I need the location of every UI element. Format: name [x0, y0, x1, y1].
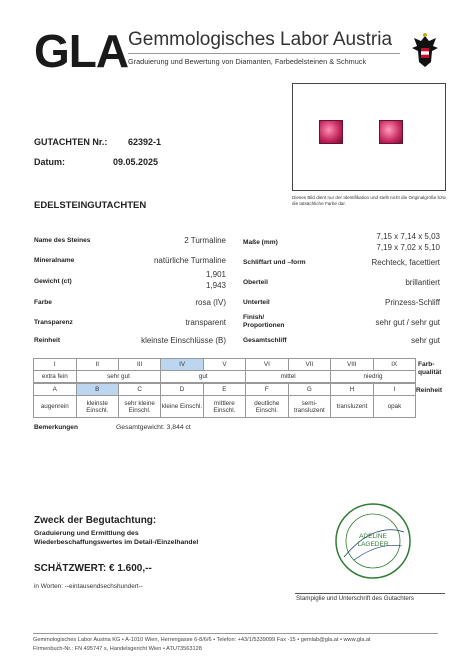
clarity-grade: G	[288, 384, 331, 396]
clarity-grade: A	[34, 384, 77, 396]
row-label-weight: Gewicht (ct)	[34, 278, 72, 285]
color-word: sehr gut	[76, 371, 161, 383]
clarity-word: kleinste Einschl.	[76, 396, 118, 418]
purpose-line-1: Graduierung und Ermittlung des	[34, 530, 139, 537]
footer-line-1: Gemmologisches Labor Austria KG • A-1010 Wien, Herrengasse 6-8/6/6 • Telefon: +43/1/5339099 Fax -15 • gemlab@gla.at • www.gla.at	[33, 637, 371, 643]
clarity-grade: I	[373, 384, 415, 396]
clarity-word-row	[34, 396, 416, 418]
report-title: EDELSTEINGUTACHTEN	[34, 200, 147, 211]
clarity-word: transluzent	[331, 396, 374, 418]
clarity-word: kleine Einschl.	[161, 396, 203, 418]
row-label-dimensions: Maße (mm)	[243, 239, 278, 246]
row-value-cut: Rechteck, facettiert	[371, 258, 440, 267]
official-stamp	[334, 502, 412, 580]
header-rule	[128, 53, 400, 54]
stamp-name-1: ADELINE	[359, 533, 387, 540]
color-quality-scale	[33, 358, 416, 383]
gem-image	[319, 120, 343, 144]
row-value-name: 2 Turmaline	[184, 236, 226, 245]
signature-caption: Stampiglie und Unterschrift des Gutachters	[296, 595, 414, 602]
org-subtitle: Graduierung und Bewertung von Diamanten, Farbedelsteinen & Schmuck	[128, 57, 367, 66]
row-label-proportions: Proportionen	[243, 322, 285, 329]
report-date-label: Datum:	[34, 157, 65, 167]
row-label-clarity: Reinheit	[34, 337, 61, 344]
clarity-word: deutliche Einschl.	[246, 396, 288, 418]
color-grade-selected: IV	[161, 359, 203, 371]
clarity-scale	[33, 383, 416, 418]
color-word: mittel	[246, 371, 331, 383]
row-label-transparency: Transparenz	[34, 319, 73, 326]
row-label-color: Farbe	[34, 299, 52, 306]
color-scale-label: Farb-	[418, 361, 435, 368]
row-label-overall-cut: Gesamtschliff	[243, 337, 287, 344]
gem-photo	[292, 83, 446, 191]
stamp-name-2: LAGEDER	[357, 541, 389, 548]
row-value-weight-1: 1,901	[205, 270, 226, 279]
row-label-cut: Schliffart und –form	[243, 259, 306, 266]
clarity-grade-row	[34, 384, 416, 396]
row-value-color: rosa (IV)	[195, 298, 226, 307]
row-value-dimensions-1: 7,15 x 7,14 x 5,03	[376, 232, 440, 241]
row-value-crown: brillantiert	[405, 278, 440, 287]
signature-line	[295, 593, 445, 594]
color-grade-row	[34, 359, 416, 371]
report-date-value: 09.05.2025	[113, 157, 159, 167]
gem-image	[379, 120, 403, 144]
footer-line-2: Firmenbuch-Nr.: FN 495747 s, Handelsgericht Wien • ATU73563128	[33, 646, 202, 652]
color-grade: VI	[246, 359, 288, 371]
row-label-pavilion: Unterteil	[243, 299, 270, 306]
color-word: extra fein	[34, 371, 77, 383]
clarity-word: sehr kleine Einschl.	[118, 396, 160, 418]
row-value-transparency: transparent	[185, 318, 226, 327]
austrian-eagle-icon	[409, 32, 441, 70]
row-label-name: Name des Steines	[34, 237, 91, 244]
color-scale-label-2: qualität	[418, 369, 442, 376]
row-value-pavilion: Prinzess-Schliff	[385, 298, 440, 307]
remarks-label: Bemerkungen	[34, 424, 78, 431]
clarity-word: opak	[373, 396, 415, 418]
row-value-finish: sehr gut / sehr gut	[375, 318, 440, 327]
clarity-grade: E	[203, 384, 245, 396]
color-grade: II	[76, 359, 118, 371]
color-word: niedrig	[331, 371, 416, 383]
color-grade: V	[203, 359, 245, 371]
valuation-label: SCHÄTZWERT: € 1.600,--	[34, 563, 152, 574]
clarity-grade-selected: B	[76, 384, 118, 396]
row-label-crown: Oberteil	[243, 279, 268, 286]
color-word: gut	[161, 371, 246, 383]
clarity-grade: C	[118, 384, 160, 396]
row-value-weight-2: 1,943	[205, 281, 226, 290]
report-nr-value: 62392-1	[128, 137, 162, 147]
footer-rule	[33, 633, 438, 634]
row-value-dimensions-2: 7,19 x 7,02 x 5,10	[376, 243, 440, 252]
clarity-word: augenrein	[34, 396, 77, 418]
color-grade: VII	[288, 359, 330, 371]
row-value-clarity: kleinste Einschlüsse (B)	[141, 336, 226, 345]
clarity-word: mittlere Einschl.	[203, 396, 245, 418]
color-grade: III	[118, 359, 160, 371]
clarity-grade: D	[161, 384, 203, 396]
remarks-value: Gesamtgewicht: 3,844 ct	[116, 424, 191, 431]
purpose-title: Zweck der Begutachtung:	[34, 515, 157, 526]
valuation-words: in Worten: --eintausendsechshundert--	[34, 583, 143, 590]
gla-logo: GLA	[34, 25, 129, 77]
clarity-grade: H	[331, 384, 374, 396]
photo-caption: Dieses Bild dient nur der Identifikation und stellt nicht die Originalgröße bzw. die tatsächliche Farbe dar.	[292, 195, 447, 206]
purpose-line-2: Wiederbeschaffungswertes im Detail-/Einzelhandel	[34, 539, 199, 546]
color-grade: I	[34, 359, 77, 371]
row-label-finish: Finish/	[243, 314, 265, 321]
color-grade: VIII	[331, 359, 373, 371]
clarity-grade: F	[246, 384, 288, 396]
clarity-scale-label: Reinheit	[416, 387, 443, 394]
color-word-row	[34, 371, 416, 383]
row-value-mineral: natürliche Turmaline	[153, 256, 226, 265]
clarity-word: semi-transluzent	[288, 396, 331, 418]
row-label-mineral: Mineralname	[34, 257, 75, 264]
org-name: Gemmologisches Labor Austria	[128, 29, 393, 50]
color-grade: IX	[373, 359, 416, 371]
row-value-overall-cut: sehr gut	[411, 336, 440, 345]
report-nr-label: GUTACHTEN Nr.:	[34, 137, 108, 147]
